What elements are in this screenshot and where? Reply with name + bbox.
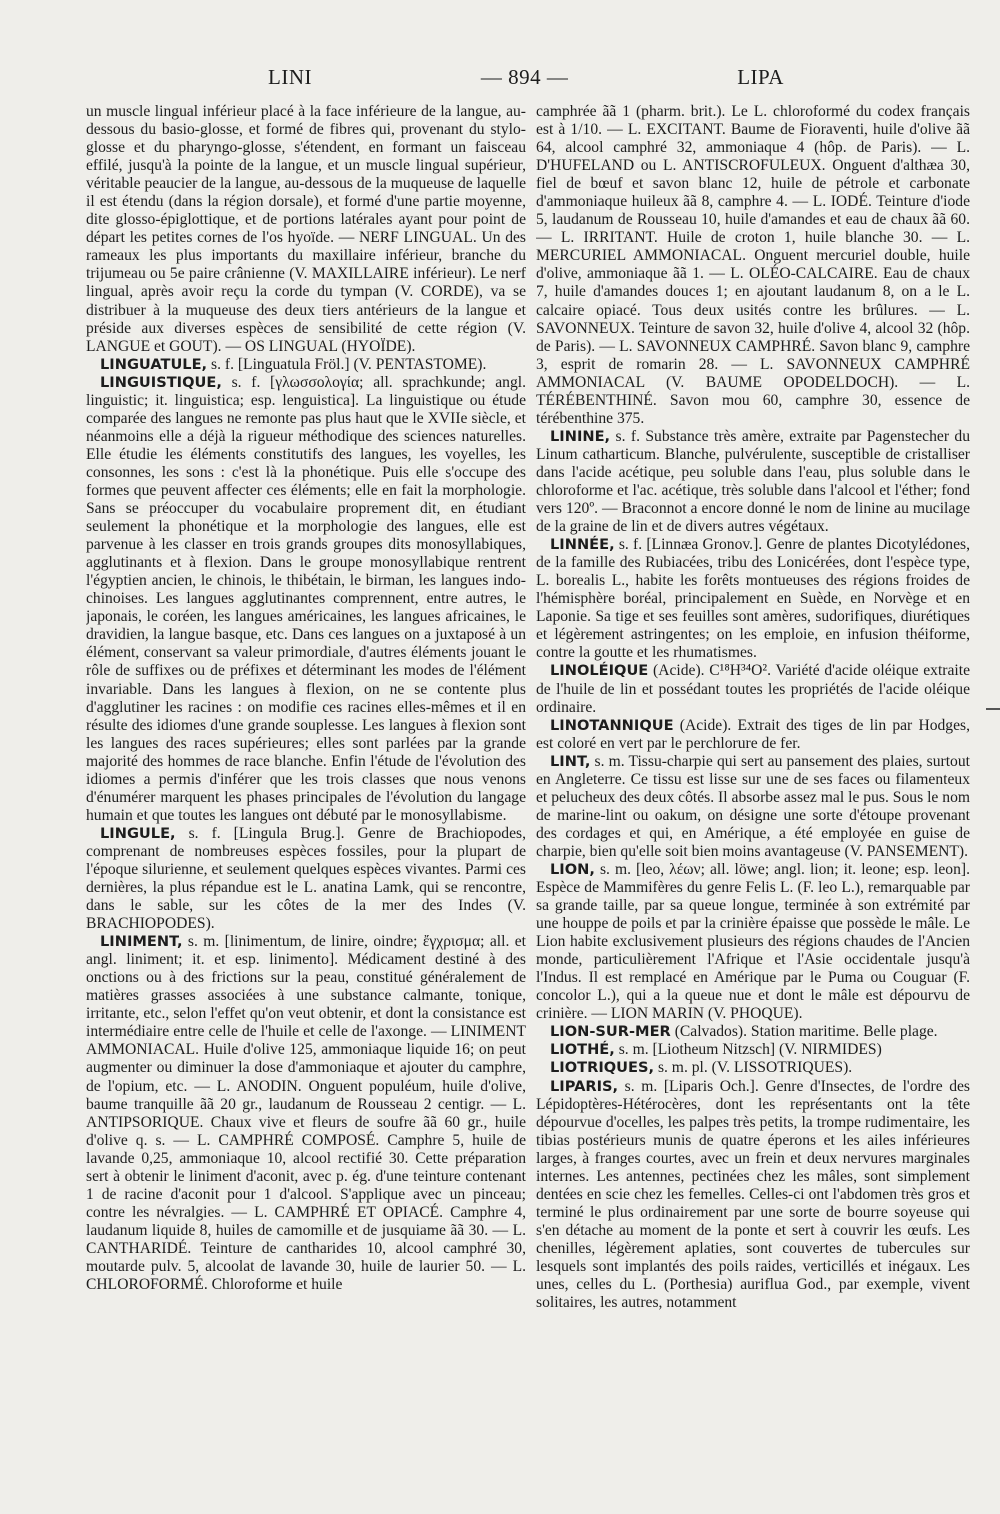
headword: LINGUATULE, [100, 355, 208, 373]
headword: LION-SUR-MER [550, 1023, 671, 1041]
headword: LION, [550, 860, 595, 878]
entry-text: s. m. [Liotheum Nitzsch] (V. NIRMIDES) [614, 1041, 882, 1059]
headword: LIOTHÉ, [550, 1041, 615, 1059]
header-right-word: LIPA [737, 64, 784, 89]
headword: LIOTRIQUES, [550, 1059, 655, 1077]
entry-paragraph [536, 717, 970, 753]
entry-text: (Acide). C¹⁸H³⁴O². Variété d'acide oléique extraite de l'huile de lin et possédant toutes les propriétés de l'acide oléique ordinaire. [536, 662, 970, 716]
entry-text: (Acide). Extrait des tiges de lin par Hodges, est coloré en vert par le perchlorure de fer. [536, 716, 970, 752]
headword: LINGULE, [100, 824, 176, 842]
entry-text: s. f. [Linguatula Fröl.] (V. PENTASTOME). [207, 355, 487, 373]
entry-paragraph [86, 374, 526, 825]
entry-paragraph [536, 1041, 970, 1059]
entry-text: s. f. [Linnæa Gronov.]. Genre de plantes Dicotylédones, de la famille des Rubiacées, tribu des Lonicérées, dont l'espèce type, L. borealis L., habite les forêts montueuses des régions froides de l'hémisphère boréal, principalement en Suède, en Norvège et en Laponie. Sa tige et ses feuilles sont amères, sudorifiques, diurétiques et légèrement astringentes; on les emploie, en infusion théiforme, contre la goutte et les rhumatismes. [536, 536, 970, 662]
headword: LINGUISTIQUE, [100, 373, 222, 391]
headword: LINOTANNIQUE [550, 716, 674, 734]
entry-paragraph [536, 536, 970, 662]
entry-text: s. m. [Liparis Och.]. Genre d'Insectes, de l'ordre des Lépidoptères-Hétérocères, dont les représentants ont la tête dépourvue d'ocelles, les palpes très petits, la trompe rudimentaire, les tibias postérieurs munis de quatre éperons et les ailes inférieures larges, à franges courtes, avec un frein et deux nervures marginales internes. Les antennes, pectinées chez les mâles, sont simplement dentées en scie chez les femelles. Celles-ci ont l'abdomen très gros et terminé le plus ordinairement par une sorte de bourre soyeuse qui s'en détache au moment de la ponte et sert à couvrir les œufs. Les chenilles, légèrement aplaties, sont couvertes de tubercules sur lesquels sont implantés des poils raides, verticillés et inégaux. Les unes, celles du L. (Porthesia) auriflua God., par exemple, vivent solitaires, les autres, notamment [536, 1077, 970, 1312]
headword: LINT, [550, 752, 591, 770]
entry-text: camphrée ãã 1 (pharm. brit.). Le L. chloroformé du codex français est à 1/10. — L. EXCITANT. Baume de Fioraventi, huile d'olive ãã 64, alcool camphré 32, ammoniaque 4 (hôp. de Paris). — L. D'HUFELAND ou L. ANTISCROFULEUX. Onguent d'althæa 30, fiel de bœuf et savon blanc 12, huile de pétrole et carbonate d'ammoniaque huileux ãã 8, camphre 4. — L. IODÉ. Teinture d'iode 5, laudanum de Rousseau 10, huile d'amandes et eau de chaux ãã 60. — L. IRRITANT. Huile de croton 1, huile blanche 30. — L. MERCURIEL AMMONIACAL. Onguent mercuriel double, huile d'olive, ammoniaque ãã 1. — L. OLÉO-CALCAIRE. Eau de chaux 7, huile d'amandes douces 1; en ajoutant laudanum 8, on a le L. calcaire opiacé. Tous deux usités contre les brûlures. — L. SAVONNEUX. Teinture de savon 32, huile d'olive 4, alcool 32 (hôp. de Paris). — L. SAVONNEUX CAMPHRÉ. Savon blanc 9, camphre 3, esprit de romarin 28. — L. SAVONNEUX CAMPHRÉ AMMONIACAL (V. BAUME OPODELDOCH). — L. TÉRÉBENTHINÉ. Savon mou 60, camphre 30, essence de térébenthine 375. [536, 103, 970, 427]
page-number: — 894 — [480, 64, 569, 89]
entry-text: s. m. [linimentum, de linire, oindre; ἔγχρισμα; all. et angl. liniment; it. et esp. linimento]. Médicament destiné à des onctions ou à des frictions sur la peau, constitué généralement de matières grasses associées à une substance calmante, tonique, irritante, etc., selon l'effet qu'on veut obtenir, et dont la consistance est intermédiaire entre celle de l'huile et celle de l'axonge. — LINIMENT AMMONIACAL. Huile d'olive 125, ammoniaque liquide 16; on peut augmenter ou diminuer la dose d'ammoniaque et ajouter du camphre, de l'opium, etc. — L. ANODIN. Onguent populéum, huile d'olive, baume tranquille ãã 20 gr., laudanum de Rousseau 2 centigr. — L. ANTIPSORIQUE. Chaux vive et fleurs de soufre ãã 60 gr., huile d'olive q. s. — L. CAMPHRÉ COMPOSÉ. Camphre 5, huile de lavande 0,25, ammoniaque 10, alcool rectifié 30. Cette préparation sert à obtenir le liniment d'aconit, avec p. ég. d'une teinture contenant 1 de racine d'aconit pour 1 d'alcool. S'applique avec un pinceau; contre les névralgies. — L. CAMPHRÉ ET OPIACÉ. Camphre 4, laudanum liquide 8, huiles de camomille et de jusquiame ãã 30. — L. CANTHARIDÉ. Teinture de cantharides 10, alcool camphré 30, moutarde pulv. 5, alcoolat de lavande 30, huile de laurier 50. — L. CHLOROFORMÉ. Chloroforme et huile [86, 933, 526, 1294]
entry-text: (Calvados). Station maritime. Belle plage. [670, 1023, 938, 1041]
entry-paragraph [536, 662, 970, 716]
entry-paragraph [536, 753, 970, 861]
entry-paragraph [536, 1023, 970, 1041]
entry-text: s. m. [leo, λέων; all. löwe; angl. lion; it. leone; esp. leon]. Espèce de Mammifères du genre Felis L. (F. leo L.), remarquable par sa grande taille, par sa queue longue, terminée à son extrémité par une houppe de poils et par la crinière épaisse que possède le mâle. Le Lion habite exclusivement plusieurs des régions chaudes de l'Ancien monde, particulièrement l'Afrique et l'Asie occidentale jusqu'à l'Indus. Il est remplacé en Amérique par le Puma ou Couguar (F. concolor L.), qui a la queue nue et dont le mâle est dépourvu de crinière. — LION MARIN (V. PHOQUE). [536, 860, 970, 1023]
entry-text: s. f. [Lingula Brug.]. Genre de Brachiopodes, comprenant de nombreuses espèces fossiles, pour la plupart de l'époque silurienne, et seulement quelques espèces vivantes. Parmi ces dernières, la plus répandue est le L. anatina Lamk, qui se rencontre, dans le sable, sur les côtes de la mer des Indes (V. BRACHIOPODES). [86, 824, 526, 933]
entry-paragraph [536, 428, 970, 536]
entry-paragraph [86, 103, 526, 356]
headword: LINOLÉIQUE [550, 662, 649, 680]
header-left-word: LINI [268, 64, 312, 89]
entry-paragraph [86, 825, 526, 933]
entry-text: s. m. pl. (V. LISSOTRIQUES). [654, 1059, 853, 1077]
entry-paragraph [86, 933, 526, 1294]
right-column [536, 103, 970, 1453]
entry-paragraph [536, 1078, 970, 1313]
entry-text: s. m. Tissu-charpie qui sert au pansement des plaies, surtout en Angleterre. Ce tissu est lisse sur une de ses faces ou filamenteux et pelucheux des deux côtés. Il absorbe assez mal le pus. Sous le nom de marine-lint ou oakum, on désigne une sorte d'étoupe provenant des cordages et qui, en Amérique, a été employée en guise de charpie, bien qu'elle soit bien moins avantageuse (V. PANSEMENT). [536, 752, 970, 860]
page-header [268, 62, 784, 92]
headword: LINNÉE, [550, 536, 615, 554]
entry-paragraph [536, 1059, 970, 1077]
headword: LININE, [550, 427, 611, 445]
left-column [86, 103, 526, 1433]
entry-paragraph [86, 356, 526, 374]
headword: LINIMENT, [100, 933, 183, 951]
entry-text: un muscle lingual inférieur placé à la face inférieure de la langue, au-dessous du basio-glosse, et formé de fibres qui, provenant du stylo-glosse et du pharyngo-glosse, s'étendent, en formant un faisceau effilé, jusqu'à la pointe de la langue, et un muscle lingual supérieur, véritable peaucier de la langue, au-dessous de la muqueuse de laquelle il est étendu (dans la région dorsale), et formé d'une partie moyenne, dite glosso-épiglottique, et de portions latérales ayant pour point de départ les petites cornes de l'os hyoïde. — NERF LINGUAL. Un des rameaux les plus importants du maxillaire inférieur, branche du trijumeau ou 5e paire crânienne (V. MAXILLAIRE inférieur). Le nerf lingual, après avoir reçu la corde du tympan (V. CORDE), va se distribuer à la muqueuse des deux tiers antérieurs de la langue et préside aux diverses espèces de sensibilité de cette région (V. LANGUE et GOUT). — OS LINGUAL (HYOÏDE). [86, 103, 526, 355]
headword: LIPARIS, [550, 1077, 619, 1095]
entry-paragraph [536, 861, 970, 1023]
entry-text: s. f. Substance très amère, extraite par Pagenstecher du Linum catharticum. Blanche, pulvérulente, susceptible de cristalliser dans l'acide acétique, peu soluble dans l'eau, plus soluble dans le chloroforme et l'ac. acétique, très soluble dans l'alcool et l'éther; fond vers 120º. — Braconnot a encore donné le nom de linine au mucilage de la graine de lin et de divers autres végétaux. [536, 427, 970, 536]
entry-text: s. f. [γλωσσολογία; all. sprachkunde; angl. linguistic; it. linguistica; esp. lenguistica]. La linguistique ou étude comparée des langues ne remonte pas plus haut que le XVIIe siècle, et néanmoins elle a déjà la rigueur méthodique des sciences naturelles. Elle étudie les éléments constitutifs des langues, les voyelles, les consonnes, les sons : c'est là la phonétique. Puis elle s'occupe des formes que peuvent affecter ces éléments; elle en fait la morphologie. Sans se préoccuper du vocabulaire proprement dit, en étudiant seulement la phonétique et la morphologie des langues, elle est parvenue à les classer en trois grands groupes dits monosyllabiques, agglutinants et à flexion. Dans le groupe monosyllabique rentrent l'égyptien ancien, le chinois, le thibétain, le birman, les langues indo-chinoises. Les langues agglutinantes comprennent, entre autres, le japonais, le coréen, les langues américaines, les langues africaines, le dravidien, la langue basque, etc. Dans ces langues on a juxtaposé à un élément, conservant sa valeur primordiale, d'autres éléments jouant le rôle de suffixes ou de préfixes et déterminant les modes de l'élément invariable. Dans les langues à flexion, on ne se contente plus d'agglutiner les racines : on modifie ces racines elles-mêmes et il en résulte des idiomes d'une grande souplesse. Les langues à flexion sont les langues des races supérieures; elles sont parlées par la grande majorité des hommes de race blanche. Enfin l'étude de l'évolution des idiomes a permis d'inférer que les trois classes que nous venons d'énumérer marquent les phases principales de l'évolution du langage humain et que toutes les langues ont débuté par le monosyllabisme. [86, 373, 526, 824]
entry-paragraph [536, 103, 970, 428]
margin-mark [986, 708, 1000, 710]
